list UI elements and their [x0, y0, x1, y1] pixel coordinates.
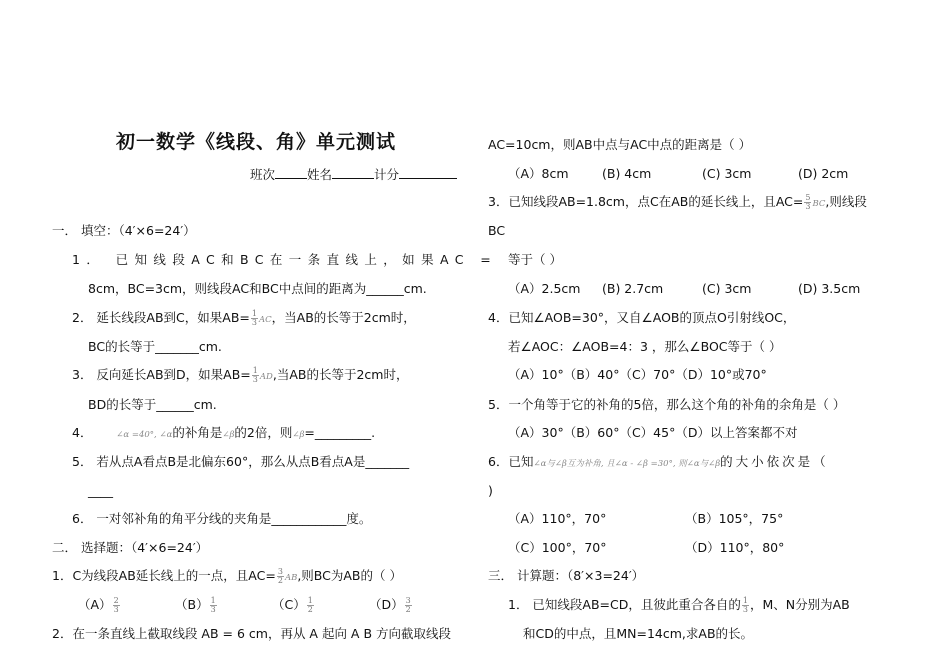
fill-q5-line1: 5． 若从点A看点B是北偏东60°，那么从点B看点A是_______	[72, 454, 410, 469]
choice-q3-line1: 3．已知线段AB=1.8cm，点C在AB的延长线上，且AC= $\frac{5}{3}$ BC,则线段	[488, 193, 867, 211]
student-info-line	[250, 166, 457, 184]
choice-q4-options: （A）10°（B）40°（C）70°（D）10°或70°	[508, 367, 767, 382]
choice-q6-line2: )	[488, 483, 493, 498]
fill-q3-line2: BD的长等于______cm.	[88, 397, 217, 412]
choice-q6-option-d: （D）110°，80°	[685, 540, 785, 555]
choice-q3-option-d: (D) 3.5cm	[798, 281, 861, 296]
choice-q1: 1．C为线段AB延长线上的一点，且AC= $\frac{3}{2}$ AB,则BC为AB的（ ）	[52, 567, 402, 585]
choice-q4-line1: 4．已知∠AOB=30°，又自∠AOB的顶点O引射线OC，	[488, 310, 796, 325]
fill-q6: 6． 一对邻补角的角平分线的夹角是____________度。	[72, 511, 372, 526]
score-label: 计分	[374, 167, 400, 182]
fraction-one-third: $\frac{1}{3}$	[252, 366, 258, 384]
choice-q2-option-d: (D) 2cm	[798, 166, 849, 181]
calc-q1-line1: 1． 已知线段AB=CD，且彼此重合各自的 $\frac{1}{3}$ ，M、N分别为AB	[508, 596, 850, 614]
section-2-heading: 二． 选择题：（4′×6=24′）	[52, 540, 209, 555]
choice-q3-option-b: (B) 2.7cm	[602, 281, 664, 296]
choice-q2-line1: 2．在一条直线上截取线段 AB = 6 cm，再从 A 起向 A B 方向截取线段	[52, 626, 451, 641]
fill-q1-line1: 1． 已知线段AC和BC在一条直线上，如果AC =	[72, 252, 498, 267]
choice-q6-option-b: （B）105°，75°	[685, 511, 784, 526]
class-field[interactable]	[275, 166, 307, 179]
section-1-heading: 一． 填空：（4′×6=24′）	[52, 223, 196, 238]
choice-q2-option-c: (C) 3cm	[702, 166, 752, 181]
fraction-three-halves: $\frac{3}{2}$	[277, 567, 283, 585]
choice-q3-line2: BC	[488, 223, 506, 238]
choice-q1-option-c: （C） $\frac{1}{2}$	[272, 596, 313, 614]
choice-q2-line2: AC=10cm，则AB中点与AC中点的距离是（ ）	[488, 137, 752, 152]
calc-q1-line2: 和CD的中点，且MN=14cm,求AB的长。	[523, 626, 754, 641]
choice-q3-option-c: (C) 3cm	[702, 281, 752, 296]
choice-q1-option-b: （B） $\frac{1}{3}$	[175, 596, 216, 614]
fill-q2-line1: 2． 延长线段AB到C，如果AB= $\frac{1}{3}$ AC，当AB的长等于2cm时，	[72, 309, 416, 327]
fraction-five-thirds: $\frac{5}{3}$	[805, 193, 811, 211]
choice-q2-option-a: （A）8cm	[508, 166, 569, 181]
class-label: 班次	[250, 167, 276, 182]
fill-q5-line2: ____	[88, 483, 113, 498]
choice-q2-option-b: (B) 4cm	[602, 166, 652, 181]
choice-q6-option-a: （A）110°，70°	[508, 511, 607, 526]
score-field[interactable]	[399, 166, 457, 179]
fill-q2-line2: BC的长等于_______cm.	[88, 339, 222, 354]
page-title: 初一数学《线段、角》单元测试	[116, 131, 397, 153]
name-label: 姓名	[307, 167, 333, 182]
fill-q1-line2: 8cm，BC=3cm，则线段AC和BC中点间的距离为______cm.	[88, 281, 427, 296]
choice-q1-option-a: （A） $\frac{2}{3}$	[78, 596, 119, 614]
choice-q6-option-c: （C）100°，70°	[508, 540, 607, 555]
name-field[interactable]	[332, 166, 374, 179]
choice-q4-line2: 若∠AOC：∠AOB=4：3 ，那么∠BOC等于（ ）	[508, 339, 782, 354]
choice-q3-line3: 等于（ ）	[508, 252, 562, 267]
choice-q6-line1: 6．已知∠α与∠β互为补角, 且∠α - ∠β =30°, 则∠α与∠β的大小依次是（	[488, 454, 829, 469]
fraction-one-third: $\frac{1}{3}$	[251, 309, 257, 327]
choice-q3-option-a: （A）2.5cm	[508, 281, 581, 296]
choice-q5-line1: 5．一个角等于它的补角的5倍，那么这个角的补角的余角是（ ）	[488, 397, 846, 412]
section-3-heading: 三． 计算题：（8′×3=24′）	[488, 568, 645, 583]
fill-q3-line1: 3． 反向延长AB到D，如果AB= $\frac{1}{3}$ AD,当AB的长等于2cm时，	[72, 366, 409, 384]
fill-q4: 4． ∠α =40°, ∠α的补角是∠β的2倍，则∠β=_________.	[72, 425, 376, 440]
fraction-one-third: $\frac{1}{3}$	[742, 596, 748, 614]
choice-q5-options: （A）30°（B）60°（C）45°（D）以上答案都不对	[508, 425, 798, 440]
choice-q1-option-d: （D） $\frac{3}{2}$	[369, 596, 411, 614]
